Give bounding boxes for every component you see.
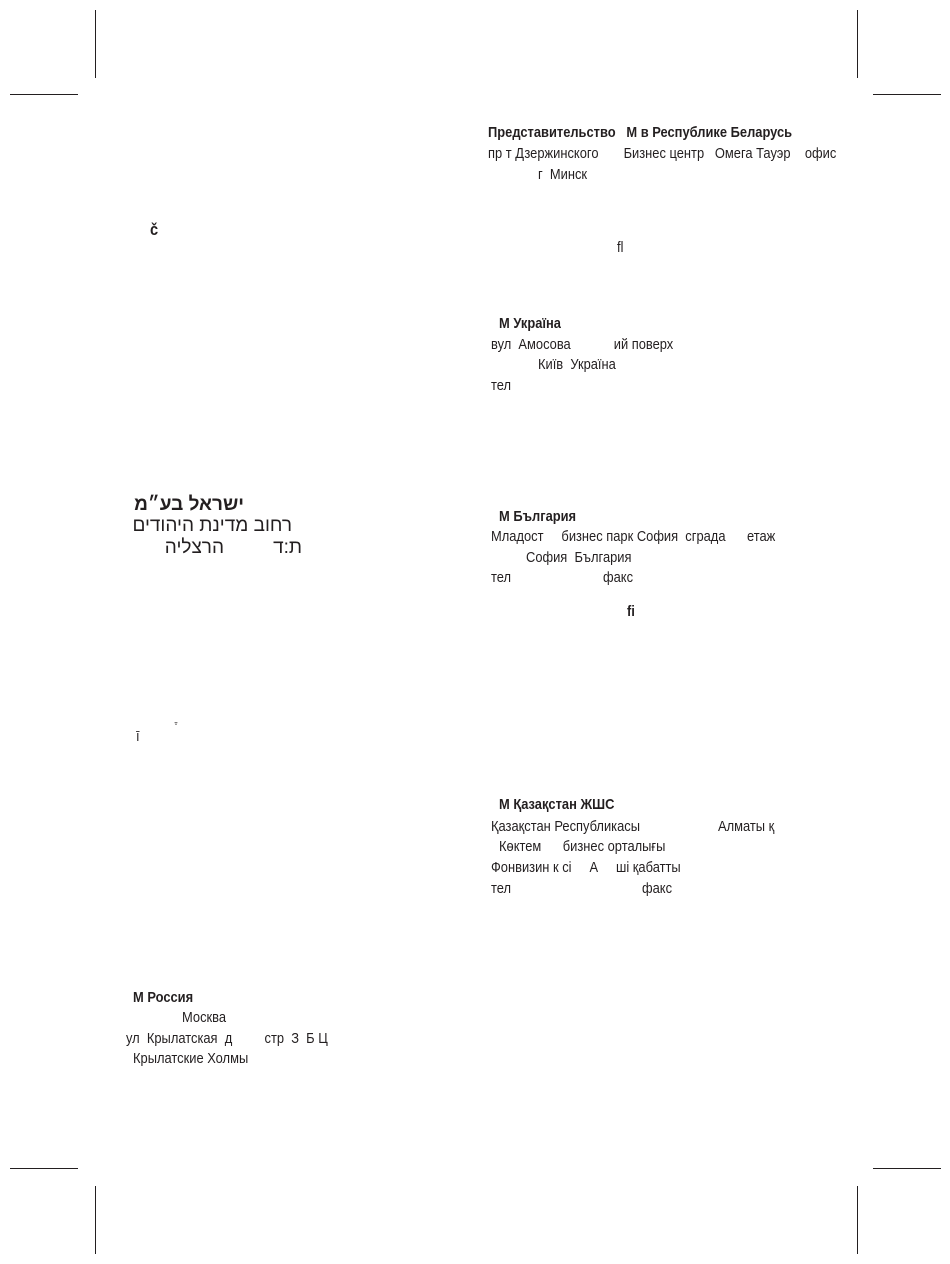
bulgaria-city-line: София България: [526, 549, 632, 566]
russia-street-line: ул Крылатская д стр З Б Ц: [126, 1030, 328, 1047]
belarus-city-line: г Минск: [538, 166, 588, 183]
crop-mark: [95, 1186, 96, 1254]
israel-title: ישראל בע״מ: [134, 494, 244, 515]
kazakhstan-street-line: Фонвизин к сі А ші қабатты: [491, 859, 681, 876]
russia-title: М Россия: [133, 989, 194, 1006]
ukraine-title: М Україна: [499, 315, 561, 332]
glyph-fl: ﬂ: [617, 239, 624, 256]
glyph-c-caron: č: [150, 220, 159, 239]
kazakhstan-title: М Қазақстан ЖШС: [499, 796, 615, 813]
kazakhstan-country-line: Қазақстан Республикасы: [491, 818, 640, 835]
crop-mark: [95, 10, 96, 78]
glyph-i-macron: ī: [136, 728, 140, 745]
bulgaria-fax-label: факс: [603, 569, 634, 586]
russia-business-center-line: Крылатские Холмы: [133, 1050, 249, 1067]
belarus-address-line: пр т Дзержинского Бизнес центр Омега Тауэр офис: [488, 145, 837, 162]
kazakhstan-fax-label: факс: [642, 880, 673, 897]
kazakhstan-city: Алматы қ: [718, 818, 775, 835]
glyph-fi: ﬁ: [627, 603, 635, 620]
crop-mark: [873, 1168, 941, 1169]
bulgaria-title: М България: [499, 508, 577, 525]
crop-mark: [857, 1186, 858, 1254]
russia-city-line: Москва: [182, 1009, 227, 1026]
israel-pobox-line: ת:ד: [273, 537, 302, 558]
crop-mark: [873, 94, 941, 95]
israel-street-line: רחוב מדינת היהודים: [132, 515, 292, 536]
bulgaria-address-line: Младост бизнес парк София сграда етаж: [491, 528, 776, 545]
ukraine-city-line: Київ Україна: [538, 356, 616, 373]
crop-mark: [10, 1168, 78, 1169]
ukraine-address-line: вул Амосова ий поверх: [491, 336, 674, 353]
crop-mark: [10, 94, 78, 95]
ukraine-phone-line: тел: [491, 377, 512, 394]
israel-city-line: הרצליה: [164, 537, 224, 558]
kazakhstan-business-center-line: Көктем бизнес орталығы: [499, 838, 666, 855]
belarus-title: Представительство М в Республике Беларусь: [488, 124, 793, 141]
crop-mark: [857, 10, 858, 78]
bulgaria-phone-label: тел: [491, 569, 512, 586]
kazakhstan-phone-label: тел: [491, 880, 512, 897]
